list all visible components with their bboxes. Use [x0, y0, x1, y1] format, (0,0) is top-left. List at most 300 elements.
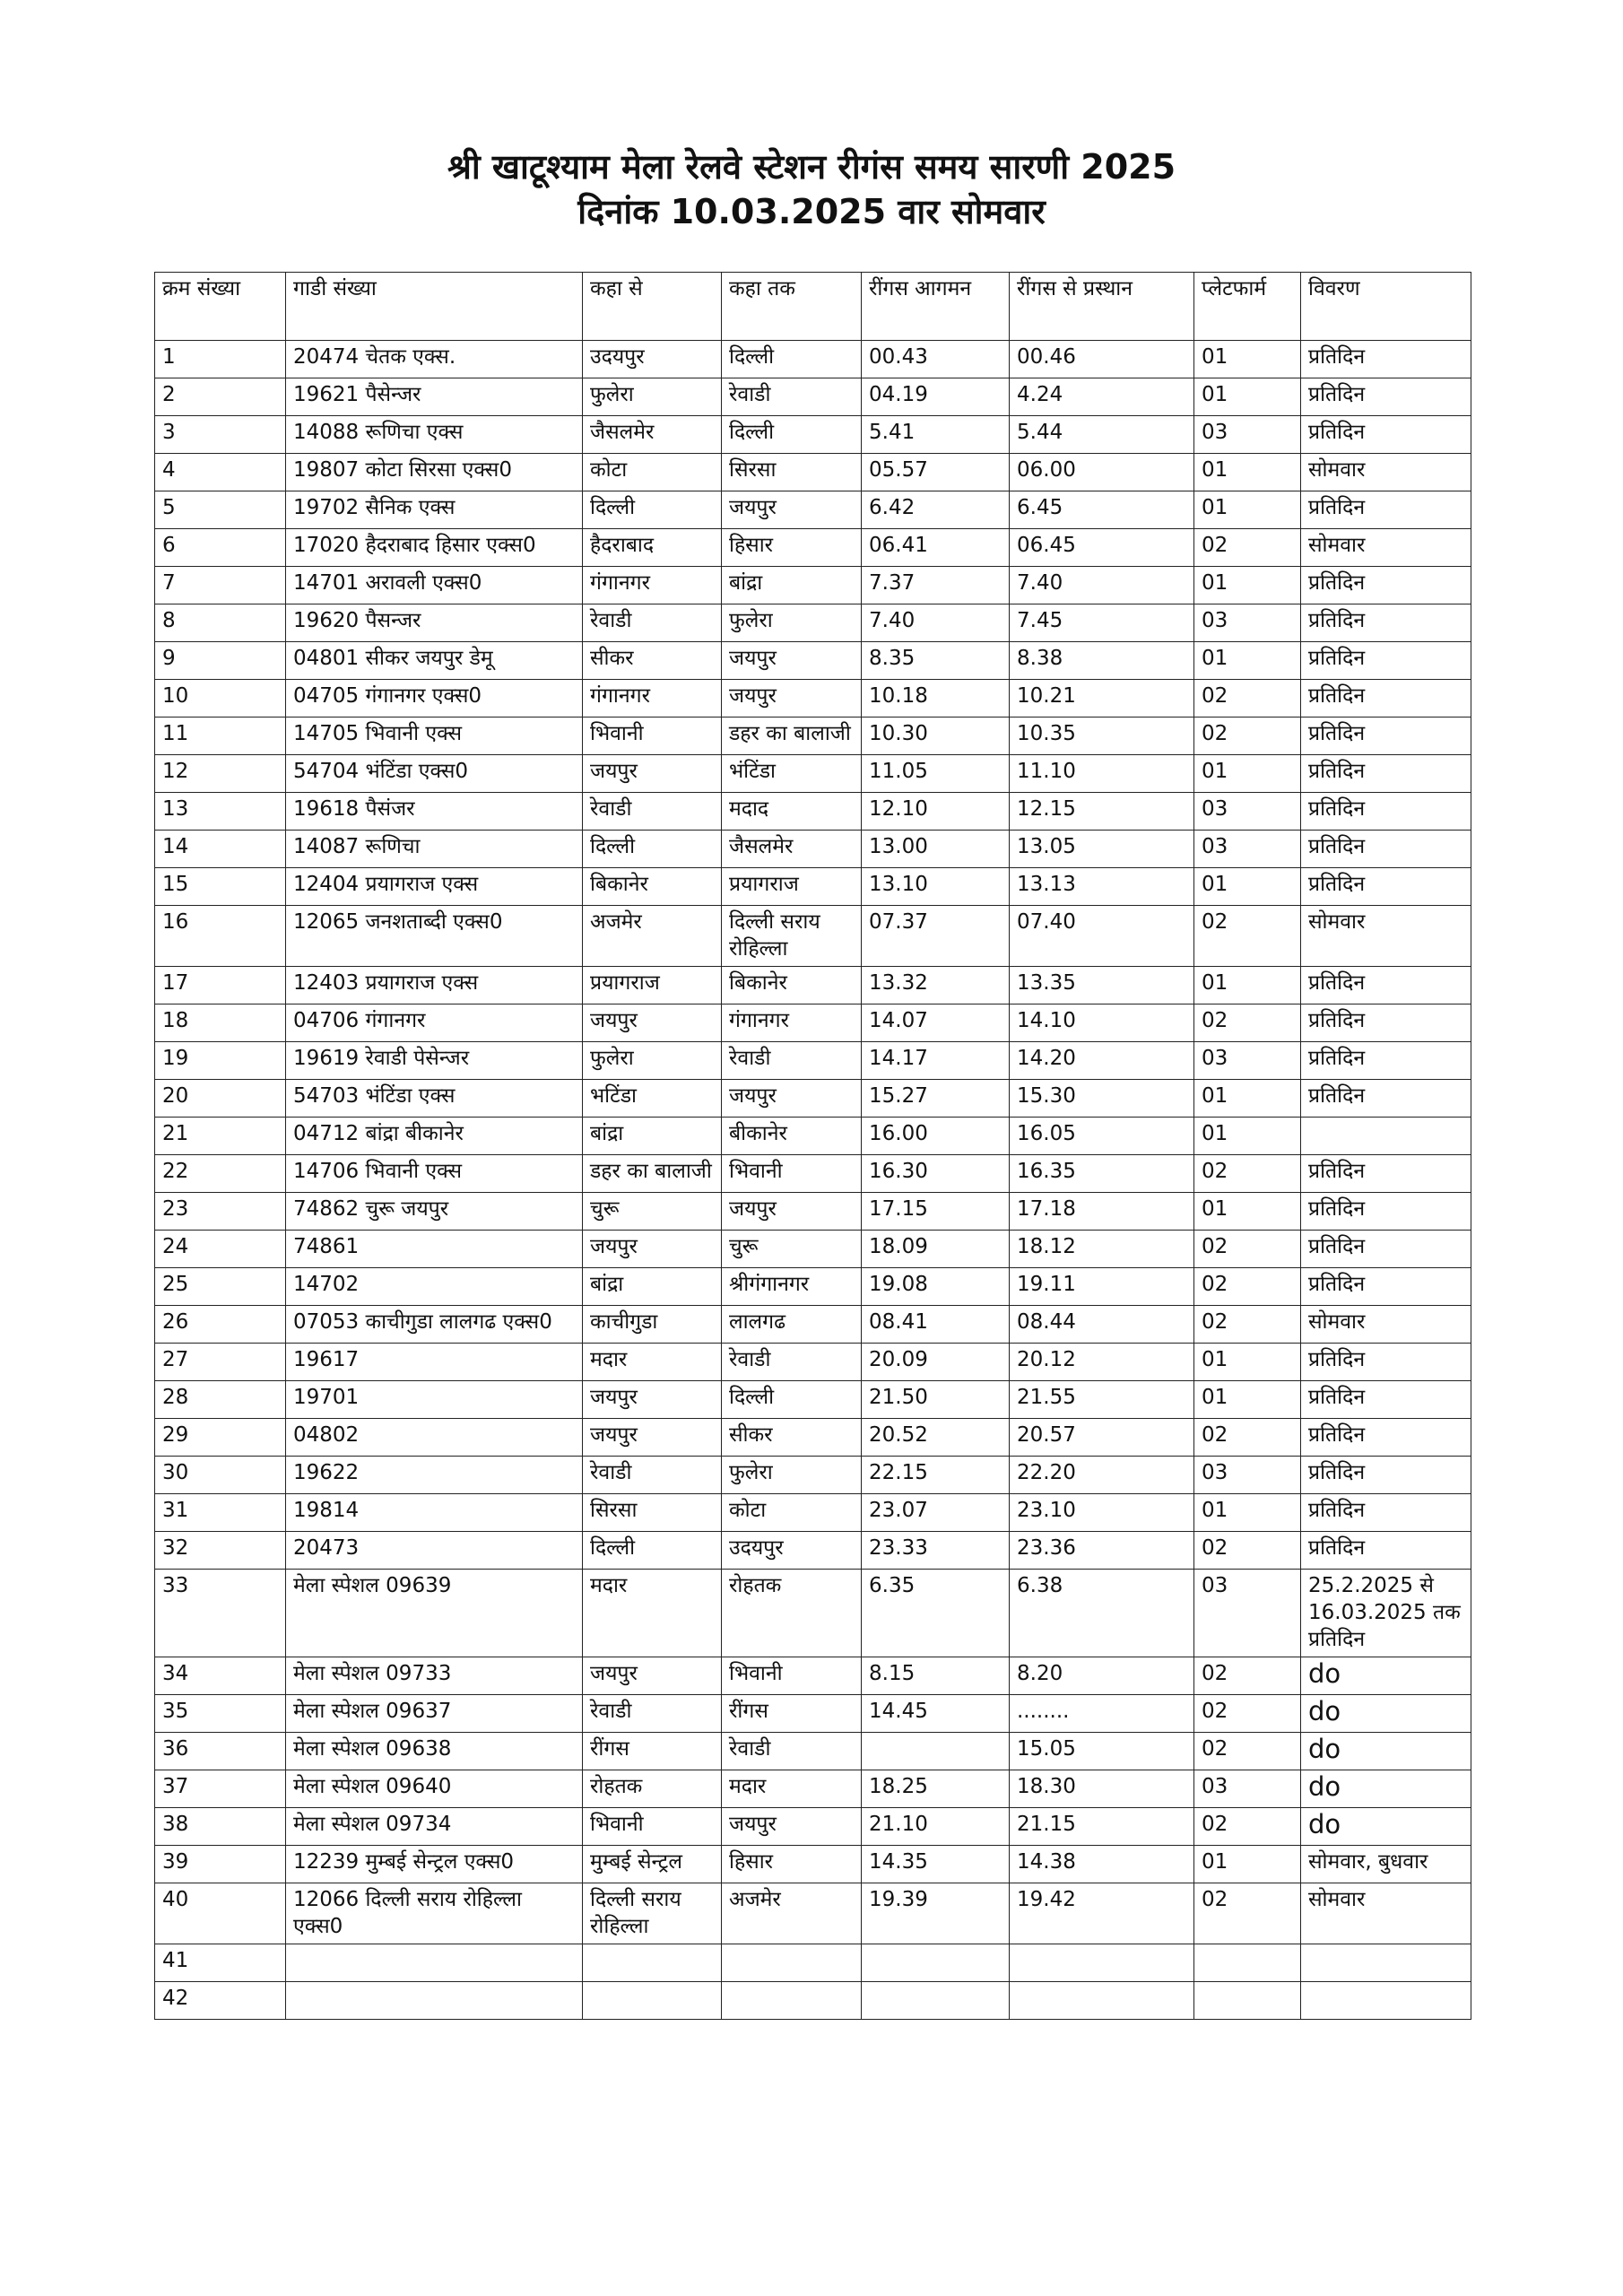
platform-cell: 02	[1194, 1695, 1301, 1733]
train-cell: 14706 भिवानी एक्स	[286, 1155, 583, 1193]
to-cell: जयपुर	[722, 642, 862, 680]
remarks-cell: प्रतिदिन	[1301, 341, 1471, 378]
train-cell: 12404 प्रयागराज एक्स	[286, 868, 583, 906]
column-header: कहा से	[583, 273, 722, 341]
to-cell: भंटिंडा	[722, 755, 862, 793]
train-cell: 12065 जनशताब्दी एक्स0	[286, 906, 583, 967]
platform-cell: 01	[1194, 1193, 1301, 1231]
from-cell: जयपुर	[583, 1419, 722, 1457]
from-cell: दिल्ली	[583, 491, 722, 529]
remarks-cell: 25.2.2025 से 16.03.2025 तक प्रतिदिन	[1301, 1570, 1471, 1657]
arrival-cell: 14.07	[862, 1004, 1010, 1042]
table-row	[155, 454, 1471, 491]
to-cell	[722, 1944, 862, 1982]
train-cell: 19622	[286, 1457, 583, 1494]
serial-cell: 2	[155, 378, 286, 416]
platform-cell: 02	[1194, 906, 1301, 967]
arrival-cell: 08.41	[862, 1306, 1010, 1344]
departure-cell	[1010, 1982, 1194, 2020]
arrival-cell: 18.09	[862, 1231, 1010, 1268]
from-cell: बिकानेर	[583, 868, 722, 906]
serial-cell: 32	[155, 1532, 286, 1570]
from-cell: भटिंडा	[583, 1080, 722, 1118]
arrival-cell: 14.35	[862, 1846, 1010, 1883]
serial-cell: 18	[155, 1004, 286, 1042]
to-cell	[722, 1982, 862, 2020]
from-cell: गंगानगर	[583, 567, 722, 604]
arrival-cell: 20.52	[862, 1419, 1010, 1457]
to-cell: सीकर	[722, 1419, 862, 1457]
remarks-cell: प्रतिदिन	[1301, 491, 1471, 529]
arrival-cell: 16.00	[862, 1118, 1010, 1155]
serial-cell: 4	[155, 454, 286, 491]
from-cell: गंगानगर	[583, 680, 722, 718]
departure-cell: 19.11	[1010, 1268, 1194, 1306]
table-row	[155, 1231, 1471, 1268]
from-cell: डहर का बालाजी	[583, 1155, 722, 1193]
departure-cell: 08.44	[1010, 1306, 1194, 1344]
table-row	[155, 567, 1471, 604]
train-cell: 04706 गंगानगर	[286, 1004, 583, 1042]
remarks-cell: do	[1301, 1695, 1471, 1733]
platform-cell: 03	[1194, 1570, 1301, 1657]
table-row	[155, 680, 1471, 718]
from-cell: चुरू	[583, 1193, 722, 1231]
platform-cell: 01	[1194, 454, 1301, 491]
from-cell: हैदराबाद	[583, 529, 722, 567]
departure-cell: 06.00	[1010, 454, 1194, 491]
from-cell: रोहतक	[583, 1770, 722, 1808]
remarks-cell: प्रतिदिन	[1301, 868, 1471, 906]
page-title-line-1: श्री खाटूश्याम मेला रेलवे स्टेशन रीगंस समय सारणी 2025	[447, 147, 1176, 187]
column-header: विवरण	[1301, 273, 1471, 341]
train-cell: 04705 गंगानगर एक्स0	[286, 680, 583, 718]
to-cell: रींगस	[722, 1695, 862, 1733]
remarks-cell: सोमवार	[1301, 1883, 1471, 1944]
arrival-cell	[862, 1944, 1010, 1982]
table-row	[155, 1808, 1471, 1846]
remarks-cell: प्रतिदिन	[1301, 378, 1471, 416]
train-cell: 54703 भंटिंडा एक्स	[286, 1080, 583, 1118]
from-cell: फुलेरा	[583, 1042, 722, 1080]
remarks-cell	[1301, 1118, 1471, 1155]
remarks-cell: प्रतिदिन	[1301, 967, 1471, 1004]
departure-cell: 15.30	[1010, 1080, 1194, 1118]
from-cell: बांद्रा	[583, 1118, 722, 1155]
to-cell: कोटा	[722, 1494, 862, 1532]
arrival-cell: 21.50	[862, 1381, 1010, 1419]
table-row	[155, 1982, 1471, 2020]
from-cell: प्रयागराज	[583, 967, 722, 1004]
from-cell: रेवाडी	[583, 1457, 722, 1494]
platform-cell: 03	[1194, 1042, 1301, 1080]
table-row	[155, 967, 1471, 1004]
table-row	[155, 1268, 1471, 1306]
train-cell: 74862 चुरू जयपुर	[286, 1193, 583, 1231]
column-header: गाडी संख्या	[286, 273, 583, 341]
platform-cell: 03	[1194, 416, 1301, 454]
platform-cell: 01	[1194, 567, 1301, 604]
to-cell: जयपुर	[722, 1080, 862, 1118]
arrival-cell: 05.57	[862, 454, 1010, 491]
arrival-cell: 14.45	[862, 1695, 1010, 1733]
train-cell: 14088 रूणिचा एक्स	[286, 416, 583, 454]
arrival-cell: 19.08	[862, 1268, 1010, 1306]
remarks-cell: सोमवार	[1301, 454, 1471, 491]
departure-cell: 10.21	[1010, 680, 1194, 718]
serial-cell: 11	[155, 718, 286, 755]
remarks-cell: प्रतिदिन	[1301, 1532, 1471, 1570]
arrival-cell: 21.10	[862, 1808, 1010, 1846]
platform-cell: 03	[1194, 793, 1301, 831]
to-cell: फुलेरा	[722, 1457, 862, 1494]
train-cell: मेला स्पेशल 09640	[286, 1770, 583, 1808]
remarks-cell: प्रतिदिन	[1301, 1155, 1471, 1193]
arrival-cell: 5.41	[862, 416, 1010, 454]
table-row	[155, 1193, 1471, 1231]
remarks-cell: प्रतिदिन	[1301, 1231, 1471, 1268]
platform-cell	[1194, 1982, 1301, 2020]
from-cell: बांद्रा	[583, 1268, 722, 1306]
from-cell: रींगस	[583, 1733, 722, 1770]
serial-cell: 16	[155, 906, 286, 967]
to-cell: बांद्रा	[722, 567, 862, 604]
departure-cell: 15.05	[1010, 1733, 1194, 1770]
departure-cell: 07.40	[1010, 906, 1194, 967]
arrival-cell: 6.42	[862, 491, 1010, 529]
serial-cell: 35	[155, 1695, 286, 1733]
platform-cell: 01	[1194, 341, 1301, 378]
platform-cell: 02	[1194, 1733, 1301, 1770]
train-cell: 14701 अरावली एक्स0	[286, 567, 583, 604]
table-row	[155, 642, 1471, 680]
table-row	[155, 793, 1471, 831]
to-cell: रेवाडी	[722, 1733, 862, 1770]
arrival-cell: 06.41	[862, 529, 1010, 567]
to-cell: बिकानेर	[722, 967, 862, 1004]
arrival-cell: 04.19	[862, 378, 1010, 416]
table-row	[155, 1004, 1471, 1042]
from-cell: फुलेरा	[583, 378, 722, 416]
table-row	[155, 1532, 1471, 1570]
to-cell: जयपुर	[722, 1808, 862, 1846]
train-cell: 14702	[286, 1268, 583, 1306]
table-row	[155, 906, 1471, 967]
from-cell	[583, 1944, 722, 1982]
train-cell: मेला स्पेशल 09638	[286, 1733, 583, 1770]
table-row	[155, 1846, 1471, 1883]
to-cell: मदार	[722, 1770, 862, 1808]
platform-cell: 01	[1194, 967, 1301, 1004]
departure-cell: 06.45	[1010, 529, 1194, 567]
platform-cell: 02	[1194, 1306, 1301, 1344]
serial-cell: 23	[155, 1193, 286, 1231]
arrival-cell: 8.35	[862, 642, 1010, 680]
serial-cell: 3	[155, 416, 286, 454]
remarks-cell: प्रतिदिन	[1301, 1494, 1471, 1532]
to-cell: लालगढ	[722, 1306, 862, 1344]
remarks-cell: प्रतिदिन	[1301, 793, 1471, 831]
from-cell: दिल्ली	[583, 1532, 722, 1570]
train-cell: 19619 रेवाडी पेसेन्जर	[286, 1042, 583, 1080]
remarks-cell: प्रतिदिन	[1301, 1457, 1471, 1494]
arrival-cell: 11.05	[862, 755, 1010, 793]
train-cell: मेला स्पेशल 09637	[286, 1695, 583, 1733]
train-cell: 19618 पैसंजर	[286, 793, 583, 831]
platform-cell: 02	[1194, 1004, 1301, 1042]
departure-cell	[1010, 1944, 1194, 1982]
remarks-cell: प्रतिदिन	[1301, 642, 1471, 680]
platform-cell: 02	[1194, 1419, 1301, 1457]
table-row	[155, 868, 1471, 906]
from-cell: कोटा	[583, 454, 722, 491]
to-cell: प्रयागराज	[722, 868, 862, 906]
arrival-cell: 13.00	[862, 831, 1010, 868]
to-cell: भिवानी	[722, 1155, 862, 1193]
serial-cell: 22	[155, 1155, 286, 1193]
departure-cell: 14.38	[1010, 1846, 1194, 1883]
from-cell: जैसलमेर	[583, 416, 722, 454]
platform-cell: 01	[1194, 1381, 1301, 1419]
to-cell: दिल्ली	[722, 416, 862, 454]
remarks-cell: do	[1301, 1808, 1471, 1846]
train-cell	[286, 1944, 583, 1982]
arrival-cell: 7.37	[862, 567, 1010, 604]
departure-cell: 14.10	[1010, 1004, 1194, 1042]
departure-cell: 00.46	[1010, 341, 1194, 378]
table-row	[155, 491, 1471, 529]
arrival-cell: 6.35	[862, 1570, 1010, 1657]
table-row	[155, 1457, 1471, 1494]
from-cell: जयपुर	[583, 1657, 722, 1695]
table-row	[155, 1118, 1471, 1155]
serial-cell: 6	[155, 529, 286, 567]
arrival-cell: 20.09	[862, 1344, 1010, 1381]
platform-cell: 02	[1194, 1155, 1301, 1193]
to-cell: जैसलमेर	[722, 831, 862, 868]
to-cell: दिल्ली	[722, 341, 862, 378]
train-cell: 19701	[286, 1381, 583, 1419]
arrival-cell: 16.30	[862, 1155, 1010, 1193]
table-row	[155, 1155, 1471, 1193]
remarks-cell: सोमवार	[1301, 529, 1471, 567]
arrival-cell: 23.07	[862, 1494, 1010, 1532]
departure-cell: 4.24	[1010, 378, 1194, 416]
departure-cell: 7.40	[1010, 567, 1194, 604]
to-cell: बीकानेर	[722, 1118, 862, 1155]
arrival-cell: 19.39	[862, 1883, 1010, 1944]
platform-cell: 01	[1194, 755, 1301, 793]
serial-cell: 40	[155, 1883, 286, 1944]
to-cell: रेवाडी	[722, 1042, 862, 1080]
to-cell: उदयपुर	[722, 1532, 862, 1570]
from-cell: दिल्ली सराय रोहिल्ला	[583, 1883, 722, 1944]
train-cell: 12239 मुम्बई सेन्ट्रल एक्स0	[286, 1846, 583, 1883]
platform-cell: 01	[1194, 868, 1301, 906]
departure-cell: 18.12	[1010, 1231, 1194, 1268]
page-title-line-2: दिनांक 10.03.2025 वार सोमवार	[577, 192, 1046, 231]
remarks-cell: प्रतिदिन	[1301, 1193, 1471, 1231]
table-row	[155, 1657, 1471, 1695]
train-cell: 19617	[286, 1344, 583, 1381]
table-row	[155, 718, 1471, 755]
table-row	[155, 1770, 1471, 1808]
train-cell: 14087 रूणिचा	[286, 831, 583, 868]
serial-cell: 13	[155, 793, 286, 831]
to-cell: चुरू	[722, 1231, 862, 1268]
train-cell: 12066 दिल्ली सराय रोहिल्ला एक्स0	[286, 1883, 583, 1944]
train-cell: 20474 चेतक एक्स.	[286, 341, 583, 378]
platform-cell: 03	[1194, 1457, 1301, 1494]
table-row	[155, 1494, 1471, 1532]
platform-cell: 02	[1194, 1532, 1301, 1570]
departure-cell: 21.15	[1010, 1808, 1194, 1846]
platform-cell: 03	[1194, 604, 1301, 642]
from-cell: जयपुर	[583, 1231, 722, 1268]
departure-cell: 16.35	[1010, 1155, 1194, 1193]
table-row	[155, 831, 1471, 868]
arrival-cell: 00.43	[862, 341, 1010, 378]
departure-cell: 18.30	[1010, 1770, 1194, 1808]
departure-cell: 20.12	[1010, 1344, 1194, 1381]
train-cell: 04802	[286, 1419, 583, 1457]
serial-cell: 8	[155, 604, 286, 642]
to-cell: रेवाडी	[722, 1344, 862, 1381]
serial-cell: 12	[155, 755, 286, 793]
platform-cell: 03	[1194, 831, 1301, 868]
platform-cell: 02	[1194, 1657, 1301, 1695]
arrival-cell: 7.40	[862, 604, 1010, 642]
to-cell: जयपुर	[722, 491, 862, 529]
serial-cell: 20	[155, 1080, 286, 1118]
arrival-cell: 07.37	[862, 906, 1010, 967]
from-cell: सीकर	[583, 642, 722, 680]
remarks-cell: सोमवार	[1301, 1306, 1471, 1344]
table-row	[155, 1733, 1471, 1770]
from-cell: अजमेर	[583, 906, 722, 967]
from-cell: काचीगुडा	[583, 1306, 722, 1344]
departure-cell: 19.42	[1010, 1883, 1194, 1944]
from-cell: सिरसा	[583, 1494, 722, 1532]
serial-cell: 10	[155, 680, 286, 718]
train-cell: 14705 भिवानी एक्स	[286, 718, 583, 755]
arrival-cell	[862, 1733, 1010, 1770]
remarks-cell: प्रतिदिन	[1301, 1344, 1471, 1381]
table-row	[155, 755, 1471, 793]
table-row	[155, 1344, 1471, 1381]
departure-cell: 11.10	[1010, 755, 1194, 793]
departure-cell: 21.55	[1010, 1381, 1194, 1419]
remarks-cell: do	[1301, 1733, 1471, 1770]
table-row	[155, 1944, 1471, 1982]
from-cell: उदयपुर	[583, 341, 722, 378]
to-cell: अजमेर	[722, 1883, 862, 1944]
train-cell: 54704 भंटिंडा एक्स0	[286, 755, 583, 793]
arrival-cell: 12.10	[862, 793, 1010, 831]
departure-cell: 5.44	[1010, 416, 1194, 454]
train-cell: 19620 पैसन्जर	[286, 604, 583, 642]
serial-cell: 15	[155, 868, 286, 906]
to-cell: जयपुर	[722, 680, 862, 718]
remarks-cell: प्रतिदिन	[1301, 755, 1471, 793]
table-row	[155, 1381, 1471, 1419]
from-cell: भिवानी	[583, 718, 722, 755]
departure-cell: 14.20	[1010, 1042, 1194, 1080]
to-cell: दिल्ली	[722, 1381, 862, 1419]
table-row	[155, 378, 1471, 416]
column-header: रींगस से प्रस्थान	[1010, 273, 1194, 341]
to-cell: जयपुर	[722, 1193, 862, 1231]
serial-cell: 34	[155, 1657, 286, 1695]
to-cell: रेवाडी	[722, 378, 862, 416]
platform-cell: 01	[1194, 378, 1301, 416]
platform-cell: 01	[1194, 642, 1301, 680]
remarks-cell: प्रतिदिन	[1301, 1004, 1471, 1042]
to-cell: मदाद	[722, 793, 862, 831]
serial-cell: 26	[155, 1306, 286, 1344]
remarks-cell: प्रतिदिन	[1301, 1080, 1471, 1118]
arrival-cell: 13.10	[862, 868, 1010, 906]
table-row	[155, 604, 1471, 642]
arrival-cell	[862, 1982, 1010, 2020]
departure-cell: 6.38	[1010, 1570, 1194, 1657]
table-row	[155, 1419, 1471, 1457]
train-cell	[286, 1982, 583, 2020]
remarks-cell: प्रतिदिन	[1301, 1419, 1471, 1457]
remarks-cell: do	[1301, 1657, 1471, 1695]
arrival-cell: 10.18	[862, 680, 1010, 718]
table-row	[155, 1695, 1471, 1733]
remarks-cell: प्रतिदिन	[1301, 567, 1471, 604]
from-cell: जयपुर	[583, 755, 722, 793]
arrival-cell: 17.15	[862, 1193, 1010, 1231]
column-header: क्रम संख्या	[155, 273, 286, 341]
serial-cell: 21	[155, 1118, 286, 1155]
serial-cell: 39	[155, 1846, 286, 1883]
departure-cell: 10.35	[1010, 718, 1194, 755]
platform-cell: 01	[1194, 1080, 1301, 1118]
to-cell: रोहतक	[722, 1570, 862, 1657]
arrival-cell: 8.15	[862, 1657, 1010, 1695]
platform-cell: 01	[1194, 1344, 1301, 1381]
timetable-body	[155, 341, 1471, 2020]
serial-cell: 25	[155, 1268, 286, 1306]
departure-cell: 17.18	[1010, 1193, 1194, 1231]
platform-cell: 02	[1194, 529, 1301, 567]
table-row	[155, 416, 1471, 454]
serial-cell: 29	[155, 1419, 286, 1457]
from-cell: जयपुर	[583, 1004, 722, 1042]
departure-cell: 22.20	[1010, 1457, 1194, 1494]
train-cell: 19621 पैसेन्जर	[286, 378, 583, 416]
arrival-cell: 22.15	[862, 1457, 1010, 1494]
from-cell: मुम्बई सेन्ट्रल	[583, 1846, 722, 1883]
departure-cell: 12.15	[1010, 793, 1194, 831]
remarks-cell: सोमवार	[1301, 906, 1471, 967]
remarks-cell: प्रतिदिन	[1301, 831, 1471, 868]
serial-cell: 28	[155, 1381, 286, 1419]
platform-cell: 02	[1194, 1808, 1301, 1846]
departure-cell: 13.13	[1010, 868, 1194, 906]
departure-cell: 16.05	[1010, 1118, 1194, 1155]
remarks-cell: प्रतिदिन	[1301, 718, 1471, 755]
column-header: रींगस आगमन	[862, 273, 1010, 341]
train-cell: 17020 हैदराबाद हिसार एक्स0	[286, 529, 583, 567]
train-cell: 19814	[286, 1494, 583, 1532]
serial-cell: 36	[155, 1733, 286, 1770]
remarks-cell: प्रतिदिन	[1301, 416, 1471, 454]
remarks-cell	[1301, 1982, 1471, 2020]
